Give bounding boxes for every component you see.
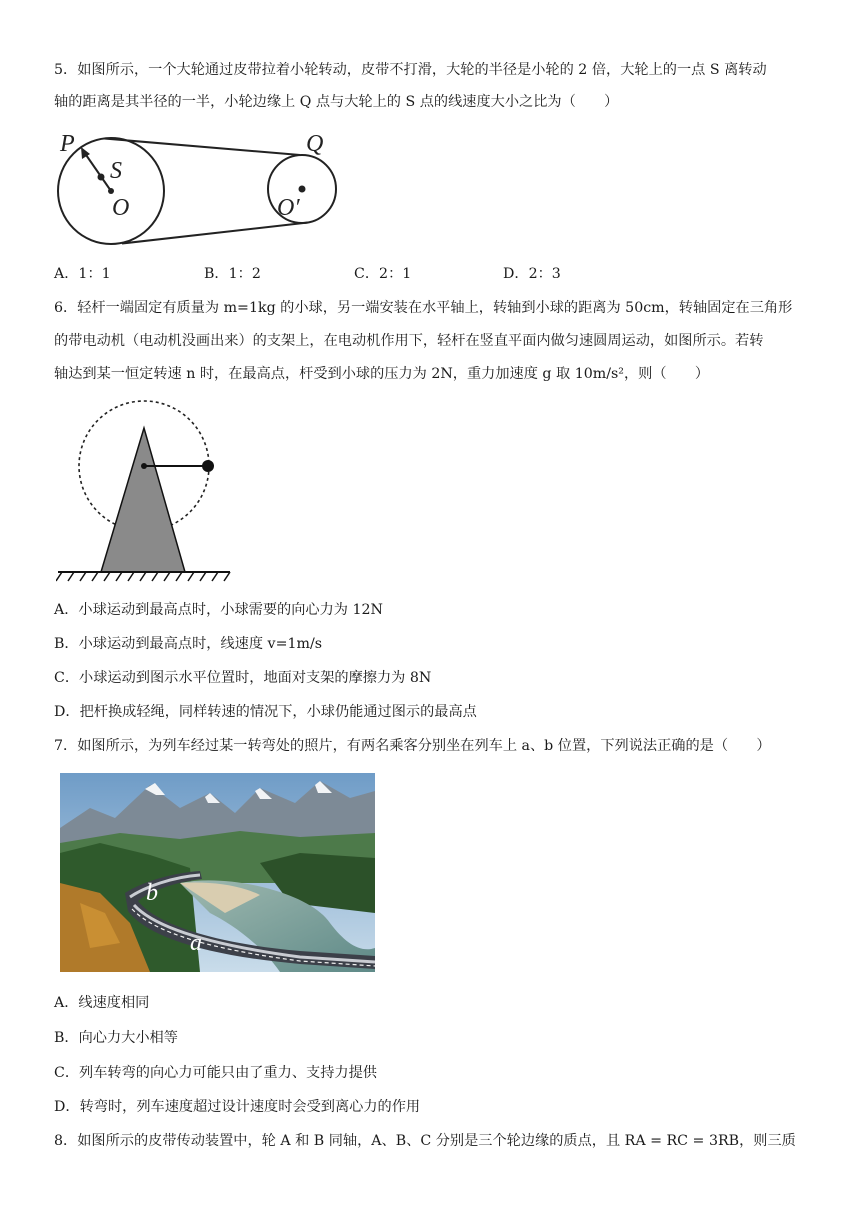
label-s: S xyxy=(110,158,122,184)
label-p: P xyxy=(60,131,75,157)
q6-rod-rotation-figure xyxy=(56,398,236,588)
label-o: O xyxy=(112,195,130,221)
train-curve-photo xyxy=(60,773,375,972)
q7-stem-line-1: 7．如图所示，为列车经过某一转弯处的照片，有两名乘客分别坐在列车上 a、b 位置，下列说法正确的是（ ） xyxy=(54,738,771,754)
q7-option-d: D．转弯时，列车速度超过设计速度时会受到离心力的作用 xyxy=(54,1099,421,1115)
q5-option-d: D．2：3 xyxy=(503,266,561,282)
q7-option-b: B．向心力大小相等 xyxy=(54,1030,178,1046)
point-s-dot xyxy=(98,174,105,181)
q7-option-c: C．列车转弯的向心力可能只由了重力、支持力提供 xyxy=(54,1065,377,1081)
triangular-support xyxy=(101,428,185,572)
q6-option-d: D．把杆换成轻绳，同样转速的情况下，小球仍能通过图示的最高点 xyxy=(54,704,477,720)
q8-stem-line-1: 8．如图所示的皮带传动装置中，轮 A 和 B 同轴，A、B、C 分别是三个轮边缘的质点，且 RA = RC = 3RB，则三质 xyxy=(54,1133,796,1149)
center-o2-dot xyxy=(299,186,306,193)
q6-option-c: C．小球运动到图示水平位置时，地面对支架的摩擦力为 8N xyxy=(54,670,432,686)
q5-belt-pulley-figure xyxy=(54,126,354,251)
photo-label-a: a xyxy=(190,930,202,956)
q7-option-a: A．线速度相同 xyxy=(54,995,150,1011)
small-ball xyxy=(202,460,214,472)
radius-arrow-shaft xyxy=(84,152,111,191)
photo-label-b: b xyxy=(146,880,158,906)
ground-hatching xyxy=(56,572,230,581)
q6-option-a: A．小球运动到最高点时，小球需要的向心力为 12N xyxy=(54,602,383,618)
q6-option-b: B．小球运动到最高点时，线速度 v=1m/s xyxy=(54,636,323,652)
q6-stem-line-2: 的带电动机（电动机没画出来）的支架上，在电动机作用下，轻杆在竖直平面内做匀速圆周运动，如图所示。若转 xyxy=(54,333,764,349)
q5-stem-line-1: 5．如图所示，一个大轮通过皮带拉着小轮转动，皮带不打滑，大轮的半径是小轮的 2 倍，大轮上的一点 S 离转动 xyxy=(54,62,767,78)
q5-option-c: C．2：1 xyxy=(354,266,412,282)
q5-stem-line-2: 轴的距离是其半径的一半，小轮边缘上 Q 点与大轮上的 S 点的线速度大小之比为（ ） xyxy=(54,94,619,110)
q5-option-b: B．1：2 xyxy=(204,266,261,282)
axis-dot xyxy=(141,463,147,469)
label-o2: O′ xyxy=(277,195,300,221)
q6-stem-line-1: 6．轻杆一端固定有质量为 m=1kg 的小球，另一端安装在水平轴上，转轴到小球的距离为 50cm，转轴固定在三角形 xyxy=(54,300,793,316)
center-o-dot xyxy=(108,188,114,194)
belt-upper xyxy=(104,139,300,156)
label-q: Q xyxy=(306,131,324,157)
q5-option-a: A．1：1 xyxy=(54,266,111,282)
q6-stem-line-3: 轴达到某一恒定转速 n 时，在最高点，杆受到小球的压力为 2N，重力加速度 g 取 10m/s²，则（ ） xyxy=(54,366,710,382)
